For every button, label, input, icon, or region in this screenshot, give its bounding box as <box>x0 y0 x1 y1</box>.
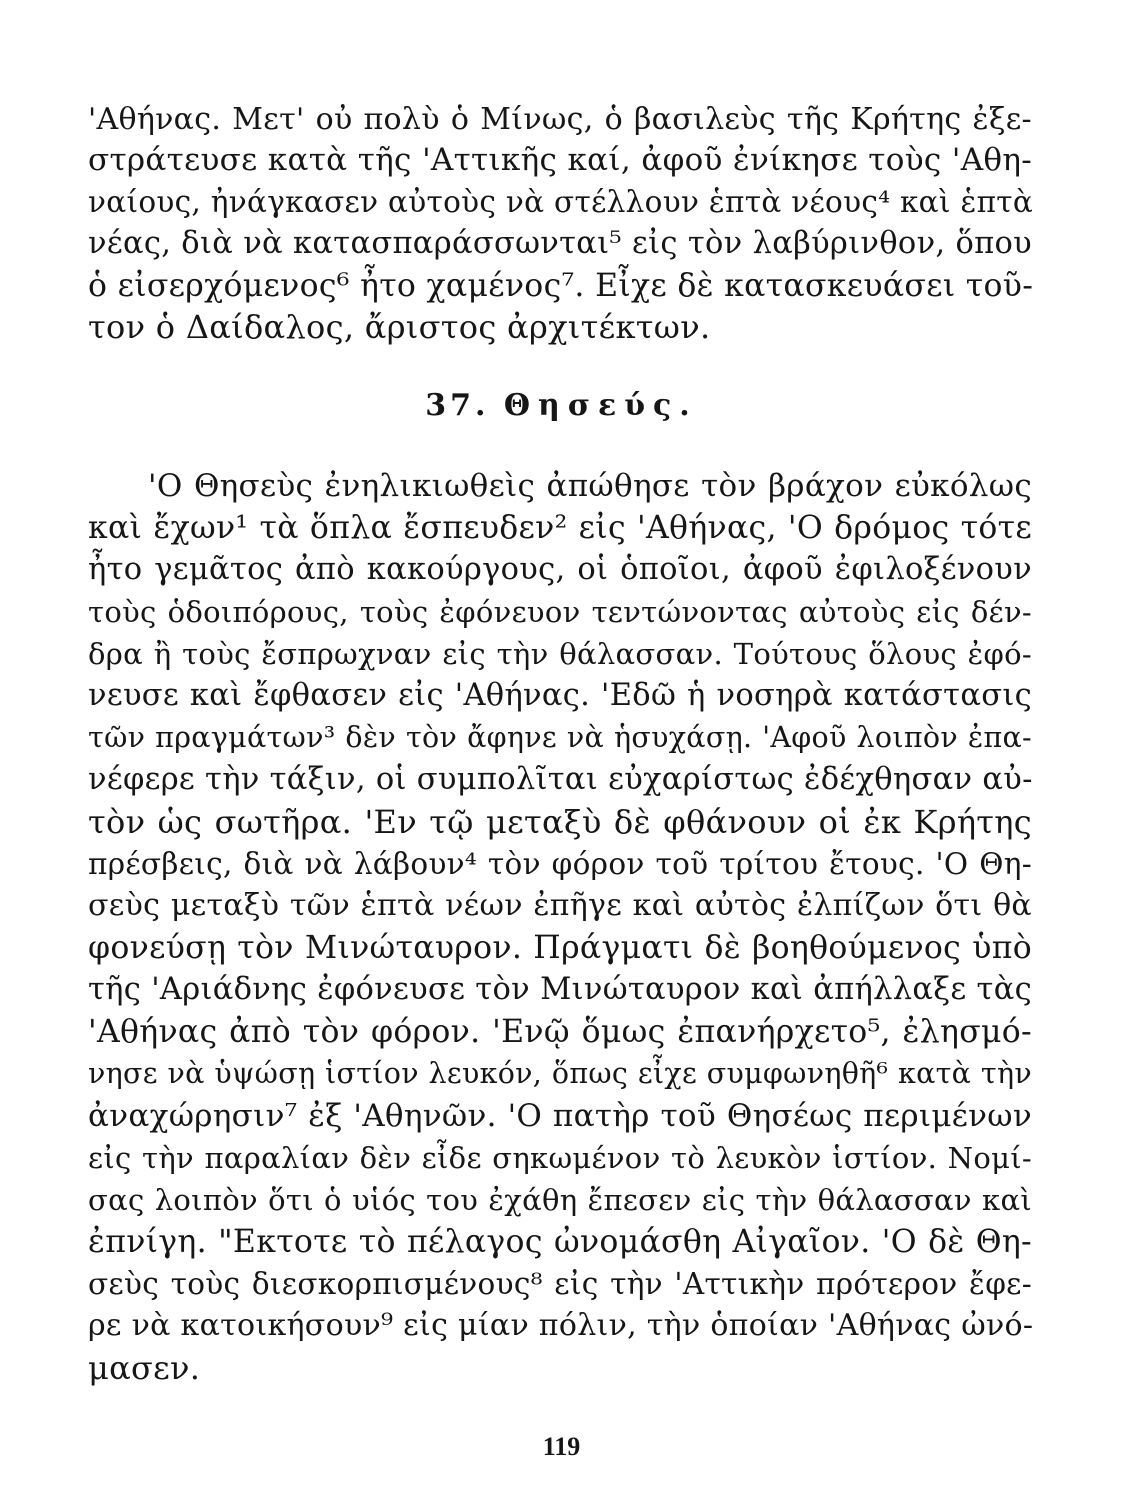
text-line: ἐπνίγη. "Εκτοτε τὸ πέλαγος ὠνομάσθη Αἰγαῖον. 'Ο δὲ Θη- <box>88 1224 1032 1260</box>
text-line: τῶν πραγμάτων³ δὲν τὸν ἄφηνε νὰ ἡσυχάσῃ. 'Αφοῦ λοιπὸν ἐπα- <box>88 721 1032 754</box>
text-line: σεὺς μεταξὺ τῶν ἑπτὰ νέων ἐπῆγε καὶ αὐτὸς ἐλπίζων ὅτι θὰ <box>88 888 1032 923</box>
text-line: σας λοιπὸν ὅτι ὁ υἱός του ἐχάθη ἔπεσεν εἰς τὴν θάλασσαν καὶ <box>88 1183 1032 1217</box>
section-number: 37. <box>425 388 490 423</box>
text-line: ρε νὰ κατοικήσουν⁹ εἰς μίαν πόλιν, τὴν ὁποίαν 'Αθήνας ὠνό- <box>88 1308 1034 1343</box>
text-line: μασεν. <box>88 1349 201 1387</box>
text-line: τῆς 'Αριάδνης ἐφόνευσε τὸν Μινώταυρον καὶ ἀπήλλαξε τὰς <box>88 972 1032 1007</box>
text-line: 'Ο Θησεὺς ἐνηλικιωθεὶς ἀπώθησε τὸν βράχον εὐκόλως <box>148 468 1032 504</box>
text-line: 'Αθήνας. Μετ' οὐ πολὺ ὁ Μίνως, ὁ βασιλεὺς τῆς Κρήτης ἐξε- <box>88 102 1032 137</box>
page-number: 119 <box>542 1432 581 1461</box>
text-line: σεὺς τοὺς διεσκορπισμένους⁸ εἰς τὴν 'Αττικὴν πρότερον ἔφε- <box>88 1267 1032 1301</box>
section-title: Θησεύς. <box>503 388 698 423</box>
text-line: νέφερε τὴν τάξιν, οἱ συμπολῖται εὐχαρίστως ἐδέχθησαν αὐ- <box>88 762 1033 797</box>
text-line: καὶ ἔχων¹ τὰ ὅπλα ἔσπευδεν² εἰς 'Αθήνας, 'Ο δρόμος τότε <box>88 510 1032 546</box>
text-line: 'Αθήνας ἀπὸ τὸν φόρον. 'Ενῷ ὅμως ἐπανήρχετο⁵, ἐλησμό- <box>88 1014 1032 1050</box>
section-heading <box>0 386 1123 426</box>
text-line: ναίους, ἠνάγκασεν αὐτοὺς νὰ στέλλουν ἑπτὰ νέους⁴ καὶ ἑπτὰ <box>88 185 1034 219</box>
text-line: εἰς τὴν παραλίαν δὲν εἶδε σηκωμένον τὸ λευκὸν ἱστίον. Νομί- <box>88 1141 1032 1175</box>
text-line: στράτευσε κατὰ τῆς 'Αττικῆς καί, ἀφοῦ ἐνίκησε τοὺς 'Αθη- <box>88 142 1032 178</box>
text-line: νησε νὰ ὑψώσῃ ἱστίον λευκόν, ὅπως εἶχε συμφωνηθῆ⁶ κατὰ τὴν <box>88 1057 1032 1090</box>
text-line: δρα ἢ τοὺς ἔσπρωχναν εἰς τὴν θάλασσαν. Τούτους ὅλους ἐφό- <box>88 637 1032 671</box>
text-line: νέας, διὰ νὰ κατασπαράσσωνται⁵ εἰς τὸν λαβύρινθον, ὅπου <box>88 226 1032 261</box>
text-line: ἀναχώρησιν⁷ ἐξ 'Αθηνῶν. 'Ο πατὴρ τοῦ Θησέως περιμένων <box>88 1098 1032 1134</box>
text-line: τον ὁ Δαίδαλος, ἄριστος ἀρχιτέκτων. <box>88 308 711 346</box>
text-line: τοὺς ὁδοιπόρους, τοὺς ἐφόνευον τεντώνοντας αὐτοὺς εἰς δέν- <box>88 595 1032 629</box>
text-line: φονεύσῃ τὸν Μινώταυρον. Πράγματι δὲ βοηθούμενος ὑπὸ <box>88 930 1032 966</box>
text-line: ἦτο γεμᾶτος ἀπὸ κακούργους, οἱ ὁποῖοι, ἀφοῦ ἐφιλοξένουν <box>88 552 1032 587</box>
text-line: πρέσβεις, διὰ νὰ λάβουν⁴ τὸν φόρον τοῦ τρίτου ἔτους. 'Ο Θη- <box>88 847 1032 881</box>
text-line: νευσε καὶ ἔφθασεν εἰς 'Αθήνας. 'Εδῶ ἡ νοσηρὰ κατάστασις <box>88 678 1032 713</box>
text-line: τὸν ὡς σωτῆρα. 'Εν τῷ μεταξὺ δὲ φθάνουν οἱ ἐκ Κρήτης <box>88 803 1032 841</box>
text-line: ὁ εἰσερχόμενος⁶ ἦτο χαμένος⁷. Εἶχε δὲ κατασκευάσει τοῦ- <box>88 268 1034 304</box>
